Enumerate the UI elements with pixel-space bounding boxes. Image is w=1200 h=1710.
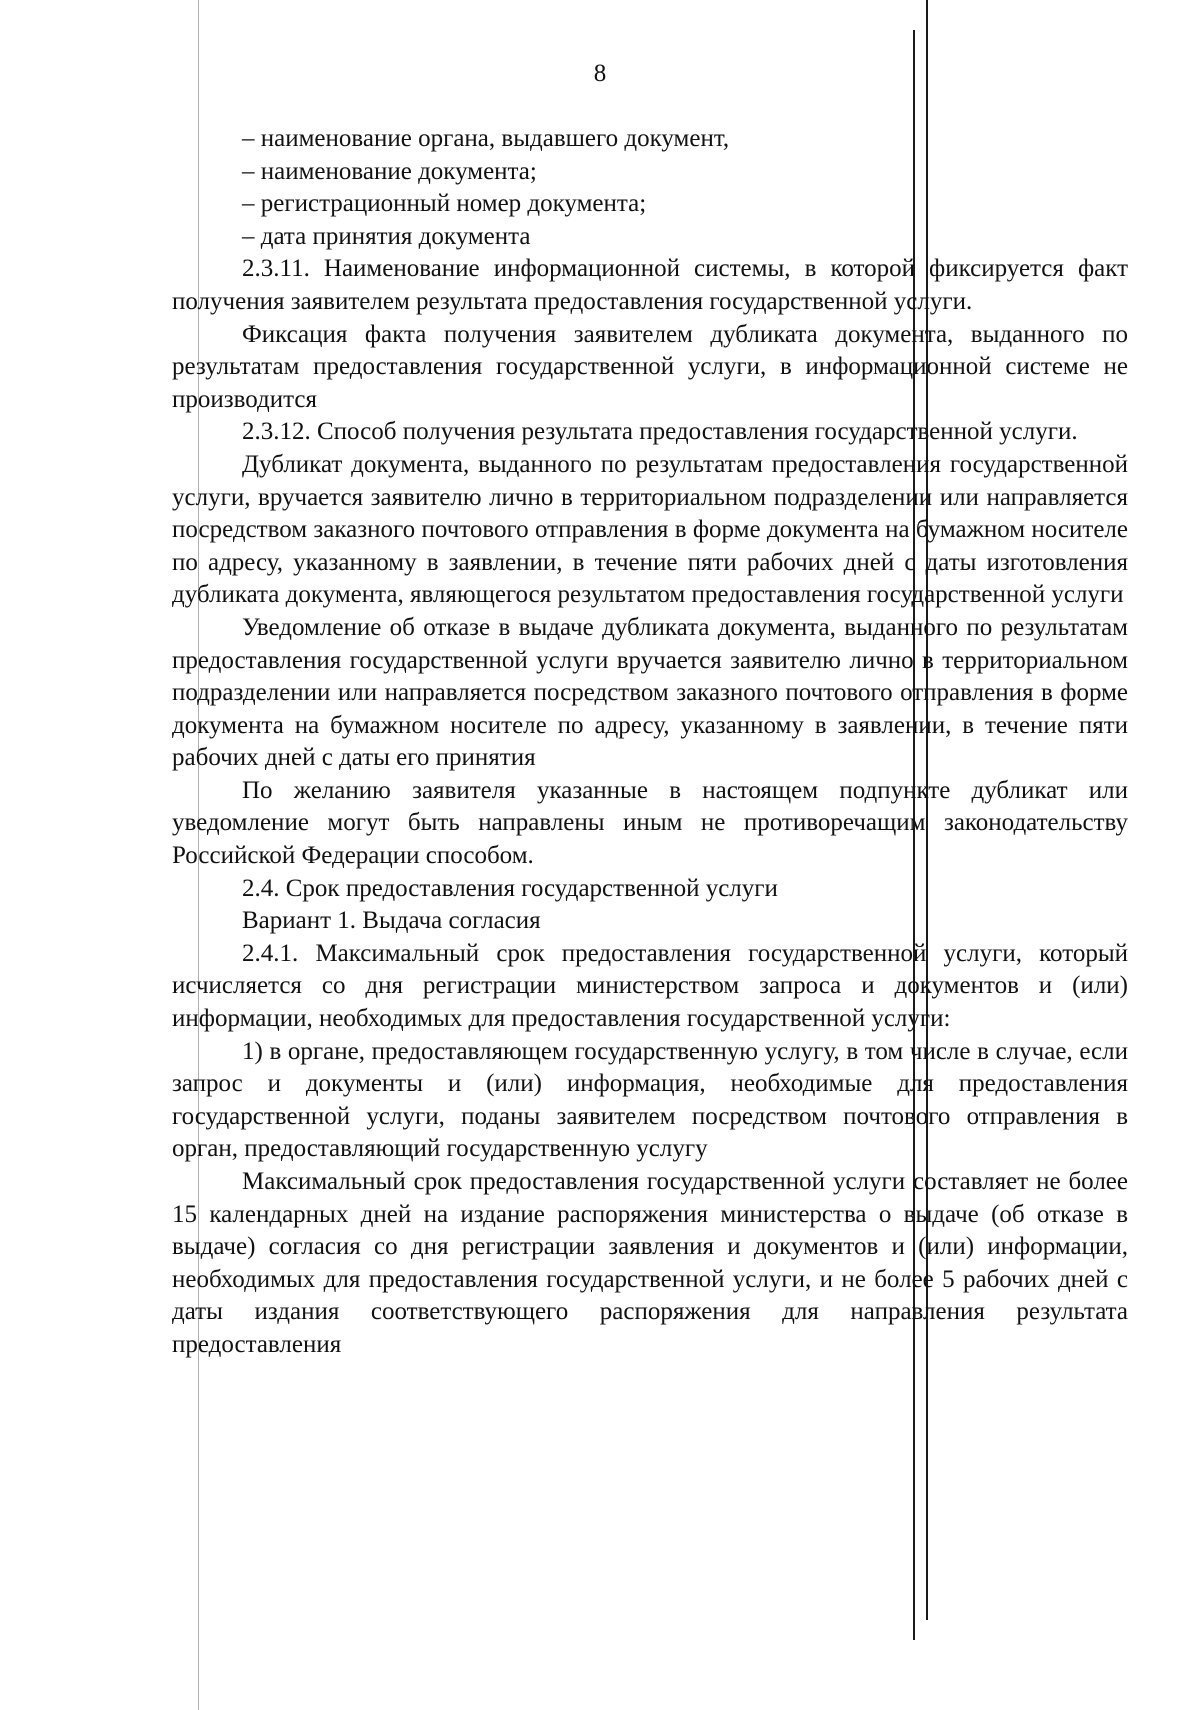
paragraph: Уведомление об отказе в выдаче дубликата документа, выданного по результатам предоставления государственной услуги вручается заявителю лично в территориальном подразделении или направляется посредством заказного почтового отправления в форме документа на бумажном носителе по адресу, указанному в заявлении, в течение пяти рабочих дней с даты его принятия (172, 613, 1128, 772)
paragraph-2-3-11: 2.3.11. Наименование информационной системы, в которой фиксируется факт получения заявителем результата предоставления государственной услуги. (172, 255, 1128, 315)
paragraph: По желанию заявителя указанные в настоящем подпункте дубликат или уведомление могут быть направлены иным не противоречащим законодательству Российской Федерации способом. (172, 776, 1128, 870)
paragraph-2-4-1: 2.4.1. Максимальный срок предоставления государственной услуги, который исчисляется со дня регистрации министерством запроса и документов и (или) информации, необходимых для предоставления государственной услуги: (172, 939, 1128, 1033)
variant-heading: Вариант 1. Выдача согласия (242, 907, 541, 935)
paragraph: Максимальный срок предоставления государственной услуги составляет не более 15 календарных дней на издание распоряжения министерства о выдаче (об отказе в выдаче) согласия со дня регистрации заявления и документов и (или) информации, необходимых для предоставления государственной услуги, и не более 5 рабочих дней с даты издания соответствующего распоряжения для направления результата предоставления (172, 1168, 1128, 1358)
paragraph: 1) в органе, предоставляющем государственную услугу, в том числе в случае, если запрос и документы и (или) информация, необходимые для предоставления государственной услуги, поданы заявителем посредством почтового отправления в орган, предоставляющий государственную услугу (172, 1037, 1128, 1163)
list-item: – наименование документа; (242, 157, 537, 185)
list-item: – дата принятия документа (242, 222, 531, 250)
list-item: – наименование органа, выдавшего документ, (242, 125, 730, 152)
paragraph-2-3-12: 2.3.12. Способ получения результата предоставления государственной услуги. (242, 418, 1078, 446)
document-body (172, 123, 1128, 1362)
paragraph: Фиксация факта получения заявителем дубликата документа, выданного по результатам предоставления государственной услуги, в информационной системе не производится (172, 320, 1128, 413)
list-item: – регистрационный номер документа; (242, 190, 647, 218)
page-number: 8 (593, 60, 607, 87)
section-heading-2-4: 2.4. Срок предоставления государственной услуги (242, 874, 778, 902)
paragraph: Дубликат документа, выданного по результатам предоставления государственной услуги, вручается заявителю лично в территориальном подразделении или направляется посредством заказного почтового отправления в форме документа на бумажном носителе по адресу, указанному в заявлении, в течение пяти рабочих дней с даты изготовления дубликата документа, являющегося результатом предоставления государственной услуги (172, 450, 1128, 609)
